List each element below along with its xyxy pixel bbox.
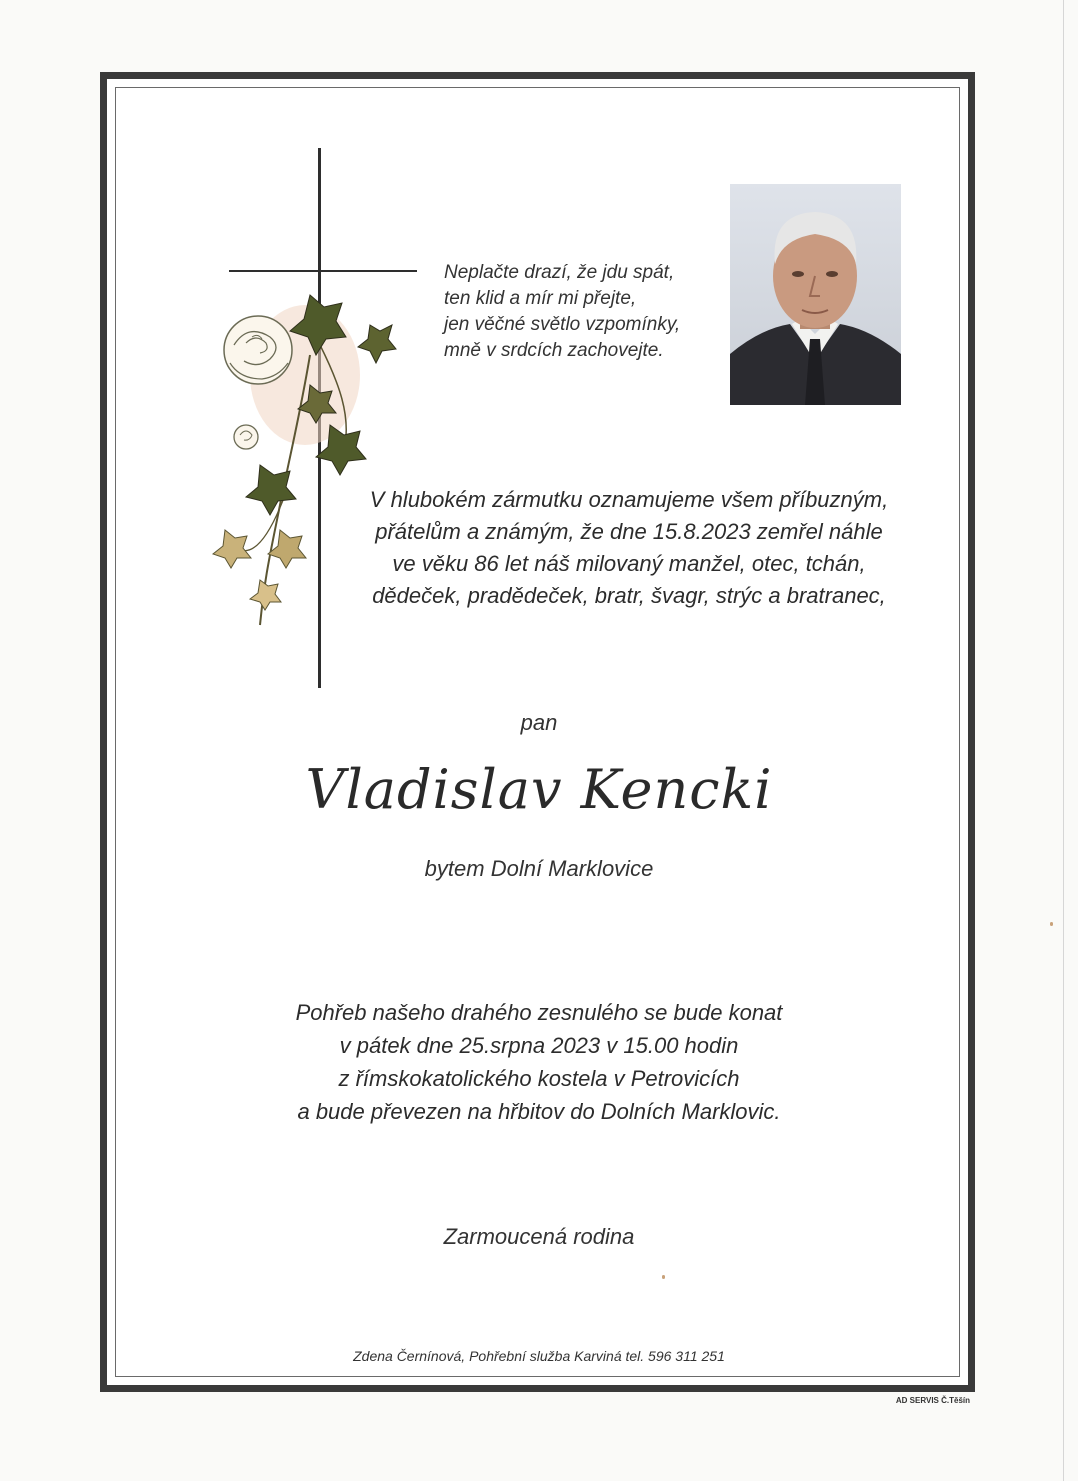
scan-speck	[1050, 922, 1053, 926]
portrait-photo	[730, 184, 901, 405]
funeral-details	[0, 996, 1078, 1128]
page-edge-line	[1063, 0, 1064, 1481]
memorial-verse	[444, 260, 714, 364]
rose-bud	[234, 425, 258, 449]
deceased-residence: bytem Dolní Marklovice	[424, 856, 654, 881]
ivy-leaf-pale	[250, 580, 281, 610]
funeral-line: a bude převezen na hřbitov do Dolních Marklovic.	[297, 1099, 781, 1124]
funeral-service-contact: Zdena Černínová, Pohřební služba Karviná tel. 596 311 251	[353, 1348, 725, 1364]
funeral-line: z římskokatolického kostela v Petrovicích	[338, 1066, 740, 1091]
verse-line: ten klid a mír mi přejte,	[444, 288, 637, 309]
deceased-name: Vladislav Kencki	[305, 758, 773, 821]
announcement-line: přátelům a známým, že dne 15.8.2023 zemřel náhle	[375, 519, 883, 544]
ivy-leaf	[358, 325, 396, 363]
verse-line: mně v srdcích zachovejte.	[444, 340, 664, 361]
family-signoff: Zarmoucená rodina	[443, 1224, 635, 1249]
ivy-leaf-pale	[213, 530, 251, 568]
verse-line: Neplačte drazí, že jdu spát,	[444, 262, 675, 283]
announcement-line: dědeček, pradědeček, bratr, švagr, strýc a bratranec,	[372, 583, 886, 608]
rose-bloom	[224, 316, 292, 384]
ivy-leaf	[246, 465, 296, 515]
verse-line: jen věčné světlo vzpomínky,	[444, 314, 681, 335]
scan-speck	[662, 1275, 665, 1279]
funeral-line: v pátek dne 25.srpna 2023 v 15.00 hodin	[339, 1033, 739, 1058]
honorific-title: pan	[520, 710, 558, 735]
funeral-line: Pohřeb našeho drahého zesnulého se bude konat	[295, 1000, 783, 1025]
announcement-line: ve věku 86 let náš milovaný manžel, otec, tchán,	[392, 551, 866, 576]
cross-horizontal-bar	[229, 270, 417, 272]
printer-credit: AD SERVIS Č.Těšín	[895, 1396, 970, 1405]
announcement-line: V hlubokém zármutku oznamujeme všem příbuzným,	[369, 487, 889, 512]
death-announcement	[336, 484, 922, 612]
